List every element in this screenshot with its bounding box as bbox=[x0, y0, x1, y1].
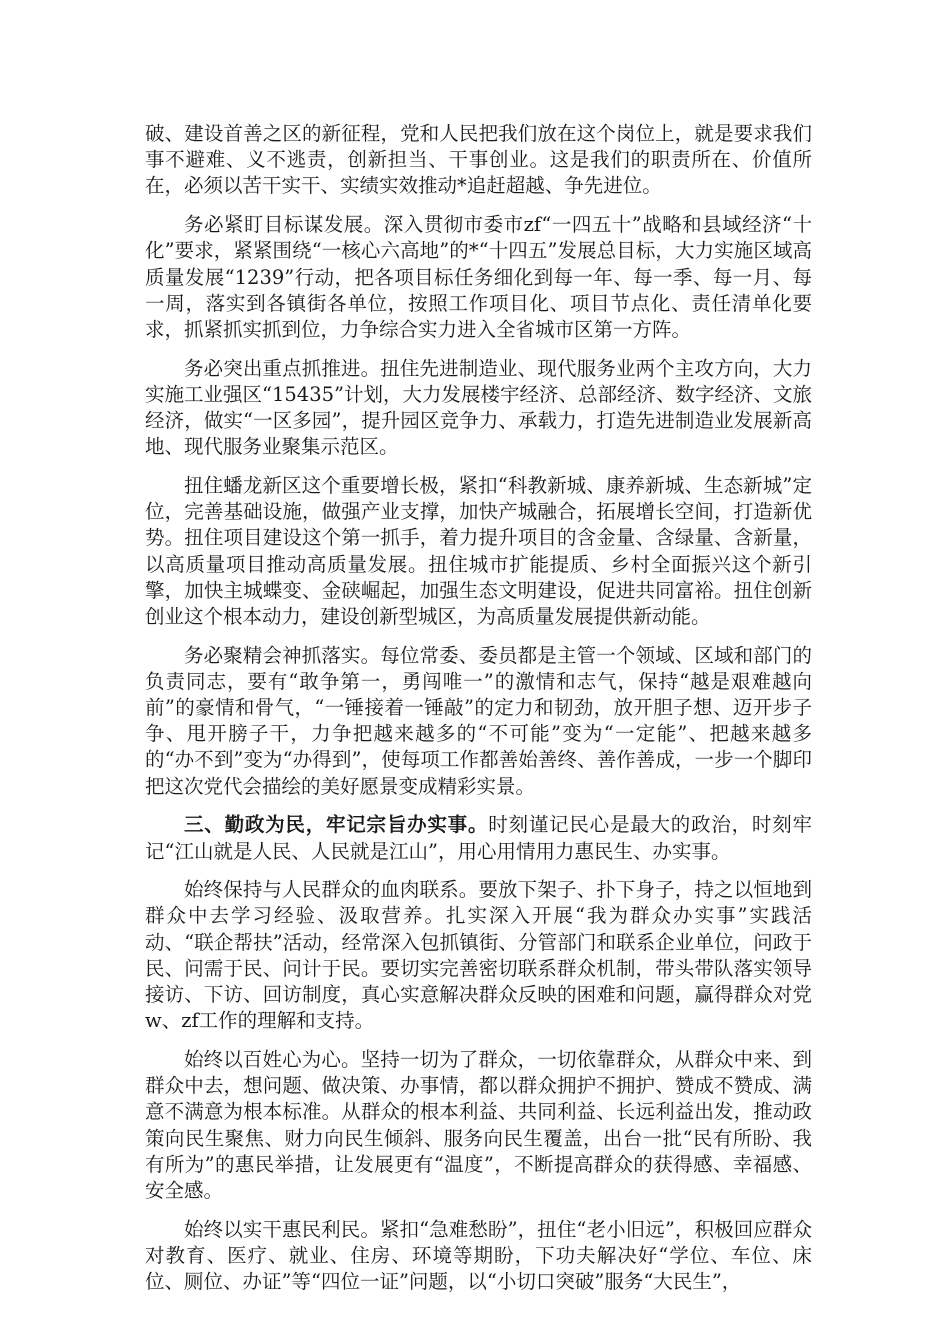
paragraph-implementation: 务必聚精会神抓落实。每位常委、委员都是主管一个领域、区域和部门的负责同志，要有“敢争第一，勇闯唯一”的激情和志气，保持“越是艰难越向前”的豪情和骨气，“一锤接着一锤敲”的定力和韧劲，放开胆子想、迈开步子争、甩开膀子干，力争把越来越多的“不可能”变为“一定能”、把越来越多的“办不到”变为“办得到”，使每项工作都善始善终、善作善成，一步一个脚印把这次党代会描绘的美好愿景变成精彩实景。 bbox=[145, 643, 812, 798]
paragraph-section-three bbox=[145, 812, 812, 864]
paragraph-continuation: 破、建设首善之区的新征程，党和人民把我们放在这个岗位上，就是要求我们事不避难、义不逃责，创新担当、干事创业。这是我们的职责所在、价值所在，必须以苦干实干、实绩实效推动*追赶超越、争先进位。 bbox=[145, 122, 812, 198]
paragraph-key-priorities: 务必突出重点抓推进。扭住先进制造业、现代服务业两个主攻方向，大力实施工业强区“15435”计划，大力发展楼宇经济、总部经济、数字经济、文旅经济，做实“一区多园”，提升园区竞争力、承载力，打造先进制造业发展新高地、现代服务业聚集示范区。 bbox=[145, 356, 812, 459]
paragraph-people-heart: 始终以百姓心为心。坚持一切为了群众，一切依靠群众，从群众中来、到群众中去，想问题、做决策、办事情，都以群众拥护不拥护、赞成不赞成、满意不满意为根本标准。从群众的根本利益、共同利益、长远利益出发，推动政策向民生聚焦、财力向民生倾斜、服务向民生覆盖，出台一批“民有所盼、我有所为”的惠民举措，让发展更有“温度”，不断提高群众的获得感、幸福感、安全感。 bbox=[145, 1048, 812, 1203]
paragraph-panlong-new-district: 扭住蟠龙新区这个重要增长极，紧扣“科教新城、康养新城、生态新城”定位，完善基础设施，做强产业支撑，加快产城融合，拓展增长空间，打造新优势。扭住项目建设这个第一抓手，着力提升项目的含金量、含绿量、含新量，以高质量项目推动高质量发展。扭住城市扩能提质、乡村全面振兴这个新引擎，加快主城蝶变、金硖崛起，加强生态文明建设，促进共同富裕。扭住创新创业这个根本动力，建设创新型城区，为高质量发展提供新动能。 bbox=[145, 473, 812, 628]
document-page bbox=[145, 121, 812, 1308]
paragraph-goal-development: 务必紧盯目标谋发展。深入贯彻市委市zf“一四五十”战略和县域经济“十化”要求，紧紧围绕“一核心六高地”的*“十四五”发展总目标，大力实施区域高质量发展“1239”行动，把各项目标任务细化到每一年、每一季、每一月、每一周，落实到各镇街各单位，按照工作项目化、项目节点化、责任清单化要求，抓紧抓实抓到位，力争综合实力进入全省城市区第一方阵。 bbox=[145, 213, 812, 341]
section-heading: 三、勤政为民，牢记宗旨办实事。 bbox=[184, 813, 489, 837]
section-intro-text: 时刻谨记民心是最大的政治，时刻牢记“江山就是人民、人民就是江山”，用心用情用力惠民生、办实事。 bbox=[145, 813, 812, 863]
paragraph-people-ties: 始终保持与人民群众的血肉联系。要放下架子、扑下身子，持之以恒地到群众中去学习经验、汲取营养。扎实深入开展“我为群众办实事”实践活动、“联企帮扶”活动，经常深入包抓镇街、分管部门和联系企业单位，问政于民、问需于民、问计于民。要切实完善密切联系群众机制，带头带队落实领导接访、下访、回访制度，真心实意解决群众反映的困难和问题，赢得群众对党w、zf工作的理解和支持。 bbox=[145, 878, 812, 1033]
paragraph-benefit-people: 始终以实干惠民利民。紧扣“急难愁盼”，扭住“老小旧远”，积极回应群众对教育、医疗、就业、住房、环境等期盼，下功夫解决好“学位、车位、床位、厕位、办证”等“四位一证”问题，以“小切口突破”服务“大民生”， bbox=[145, 1217, 812, 1294]
